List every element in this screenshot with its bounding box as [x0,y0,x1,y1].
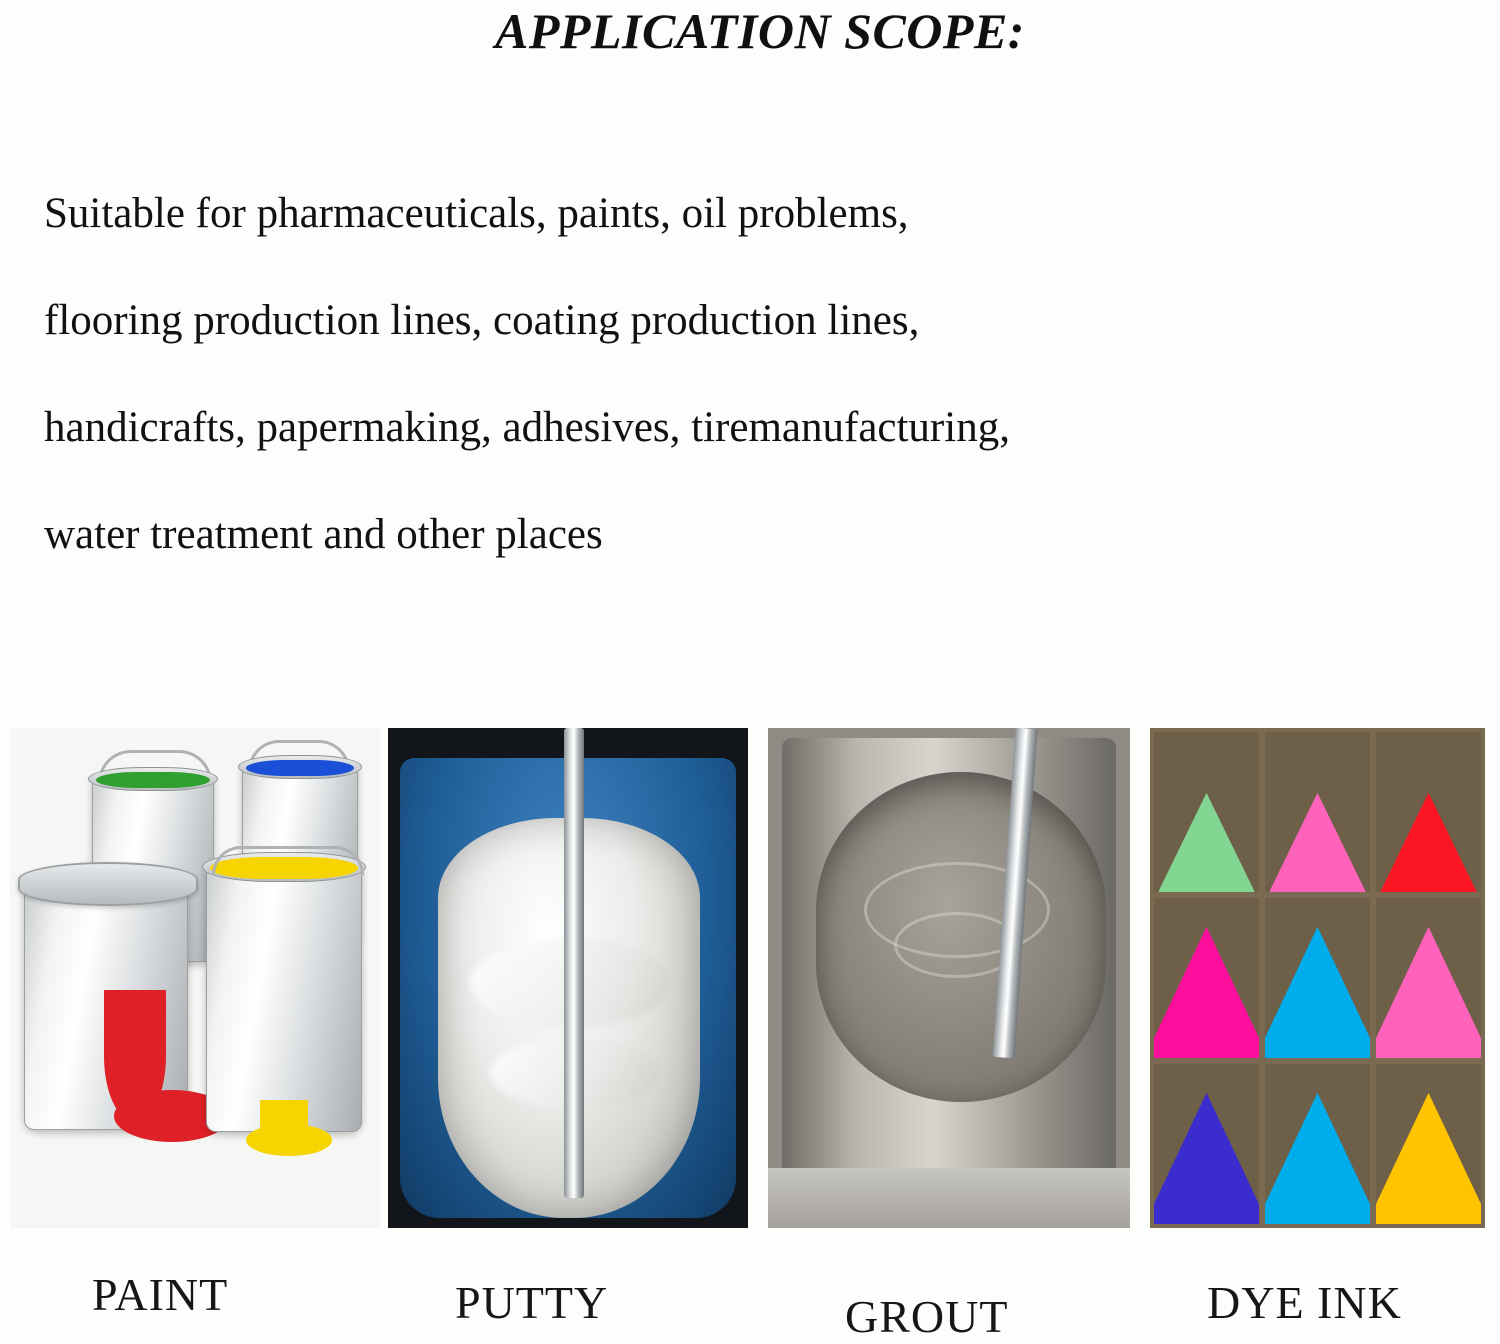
pigment-mound-cyan [1265,1093,1370,1224]
gallery-image-paint [10,728,380,1228]
caption-dye-ink: DYE INK [1207,1277,1402,1328]
pigment-cell [1376,1064,1481,1224]
paint-surface-blue [246,760,354,776]
caption-putty: PUTTY [455,1277,609,1328]
pigment-mound-red [1380,793,1477,892]
paint-can-body [206,864,362,1132]
paragraph-line-4: water treatment and other places [44,511,603,558]
grout-material [816,772,1106,1102]
pigment-cell [1265,898,1370,1058]
application-image-gallery [0,728,1500,1228]
pigment-mound-pink [1269,793,1366,892]
pigment-mound-cyan [1265,927,1370,1058]
dye-pigment-illustration [1150,728,1485,1228]
putty-mixing-illustration [388,728,748,1228]
mixer-shaft [564,728,584,1198]
floor-surface [768,1168,1130,1228]
pigment-cell [1265,1064,1370,1224]
caption-paint: PAINT [92,1269,229,1320]
paragraph-line-1: Suitable for pharmaceuticals, paints, oil problems, [44,190,909,237]
pigment-tray [1150,728,1485,1228]
pigment-cell [1265,732,1370,892]
paint-can-handle-yellow [212,846,364,875]
caption-grout: GROUT [845,1291,1009,1342]
gallery-image-putty [388,728,748,1228]
grout-bucket [782,738,1116,1208]
pigment-mound-pink [1376,927,1481,1058]
paragraph-line-3: handicrafts, papermaking, adhesives, tiremanufacturing, [44,404,1010,451]
gallery-image-grout [768,728,1130,1228]
scope-paragraph [44,160,1464,588]
pigment-mound-magenta [1154,927,1259,1058]
pigment-cell [1154,732,1259,892]
paint-can-lid-red [18,862,198,906]
pigment-mound-yellow [1376,1093,1481,1224]
grout-bucket-illustration [768,728,1130,1228]
pigment-cell [1376,732,1481,892]
paint-puddle-yellow [246,1124,332,1156]
page-title: APPLICATION SCOPE: [495,3,1025,59]
pigment-mound-green [1158,793,1255,892]
gallery-image-dye-ink [1150,728,1485,1228]
paint-can-yellow [206,864,362,1132]
paint-cans-illustration [10,728,380,1228]
paragraph-line-2: flooring production lines, coating production lines, [44,297,920,344]
pigment-cell [1376,898,1481,1058]
pigment-cell [1154,898,1259,1058]
paint-surface-green [96,772,210,788]
gallery-captions [0,1250,1500,1344]
pigment-cell [1154,1064,1259,1224]
pigment-mound-violet [1154,1093,1259,1224]
